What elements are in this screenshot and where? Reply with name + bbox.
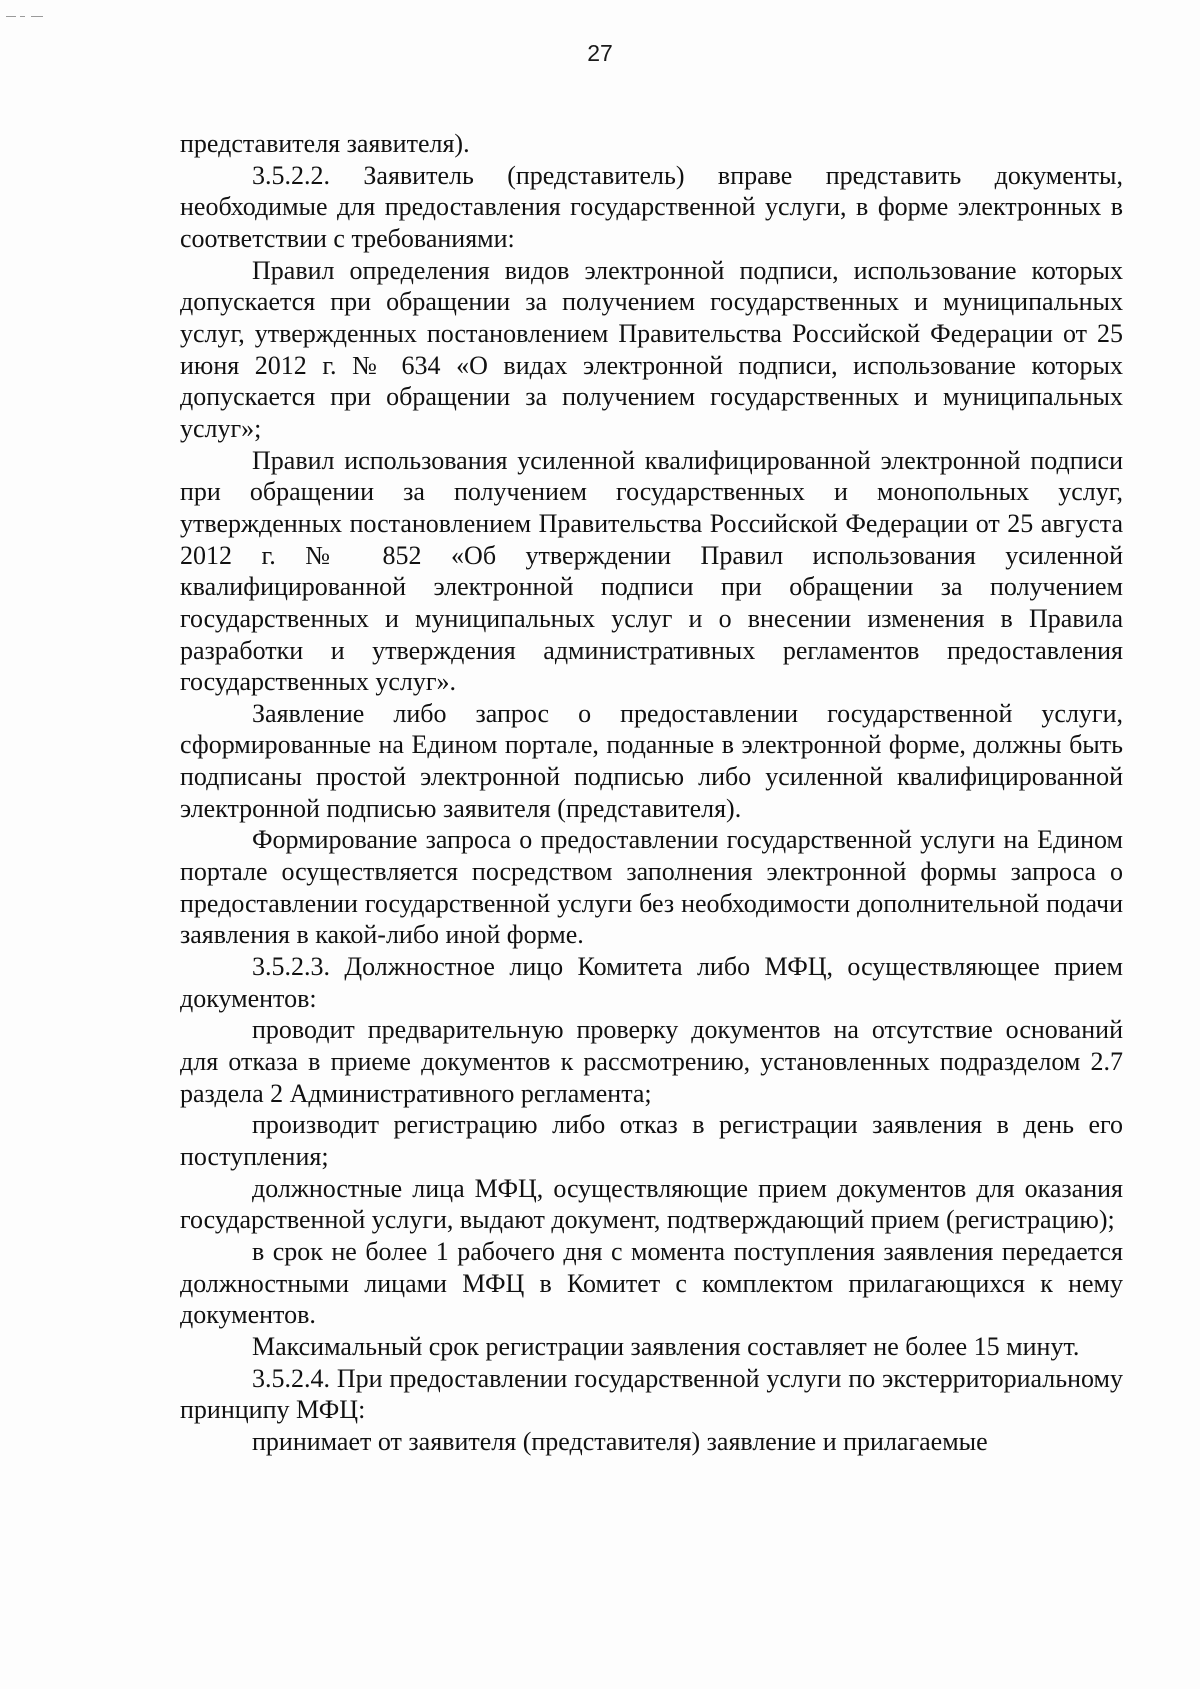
paragraph-application-signing: Заявление либо запрос о предоставлении государственной услуги, сформированные на Едином портале, поданные в электронной форме, должны быть подписаны простой электронной подписью либо усиленной квалифицированной электронной подписью заявителя (представителя).	[180, 698, 1123, 823]
document-body	[180, 128, 1123, 1458]
paragraph-request-forming: Формирование запроса о предоставлении государственной услуги на Едином портале осуществляется посредством заполнения электронной формы запроса о предоставлении государственной услуги без необходимости дополнительной подачи заявления в какой-либо иной форме.	[180, 825, 1123, 950]
paragraph-rules-852: Правил использования усиленной квалифицированной электронной подписи при обращении за получением государственных и монопольных услуг, утвержденных постановлением Правительства Российской Федерации от 25 августа 2012 г. № 852 «Об утверждении Правил использования усиленной квалифицированной электронной подписи при обращении за получением государственных и муниципальных услуг и о внесении изменения в Правила разработки и утверждения административных регламентов предоставления государственных услуг».	[180, 445, 1123, 697]
paragraph-preliminary-check: проводит предварительную проверку документов на отсутствие оснований для отказа в приеме документов к рассмотрению, установленных подразделом 2.7 раздела 2 Административного регламента;	[180, 1015, 1123, 1108]
paragraph-max-registration-time: Максимальный срок регистрации заявления составляет не более 15 минут.	[252, 1331, 1080, 1361]
paragraph-registration: производит регистрацию либо отказ в регистрации заявления в день его поступления;	[180, 1110, 1123, 1171]
paragraph-rules-634: Правил определения видов электронной подписи, использование которых допускается при обращении за получением государственных и муниципальных услуг, утвержденных постановлением Правительства Российской Федерации от 25 июня 2012 г. № 634 «О видах электронной подписи, использование которых допускается при обращении за получением государственных и муниципальных услуг»;	[180, 255, 1123, 443]
paragraph-transfer-deadline: в срок не более 1 рабочего дня с момента поступления заявления передается должностными лицами МФЦ в Комитет с комплектом прилагающихся к нему документов.	[180, 1236, 1123, 1330]
paragraph-accepts-application: принимает от заявителя (представителя) заявление и прилагаемые	[252, 1426, 988, 1456]
paragraph-3-5-2-4: 3.5.2.4. При предоставлении государственной услуги по экстерриториальному принципу МФЦ:	[180, 1363, 1123, 1425]
paragraph-3-5-2-3: 3.5.2.3. Должностное лицо Комитета либо МФЦ, осуществляющее прием документов:	[180, 952, 1123, 1013]
paragraph-continuation: представителя заявителя).	[180, 129, 470, 158]
paragraph-3-5-2-2: 3.5.2.2. Заявитель (представитель) вправе представить документы, необходимые для предоставления государственной услуги, в форме электронных в соответствии с требованиями:	[180, 160, 1123, 253]
scan-artifact-mark	[6, 14, 46, 20]
paragraph-mfc-officials: должностные лица МФЦ, осуществляющие прием документов для оказания государственной услуги, выдают документ, подтверждающий прием (регистрацию);	[180, 1173, 1123, 1235]
page-number: 27	[587, 40, 613, 66]
